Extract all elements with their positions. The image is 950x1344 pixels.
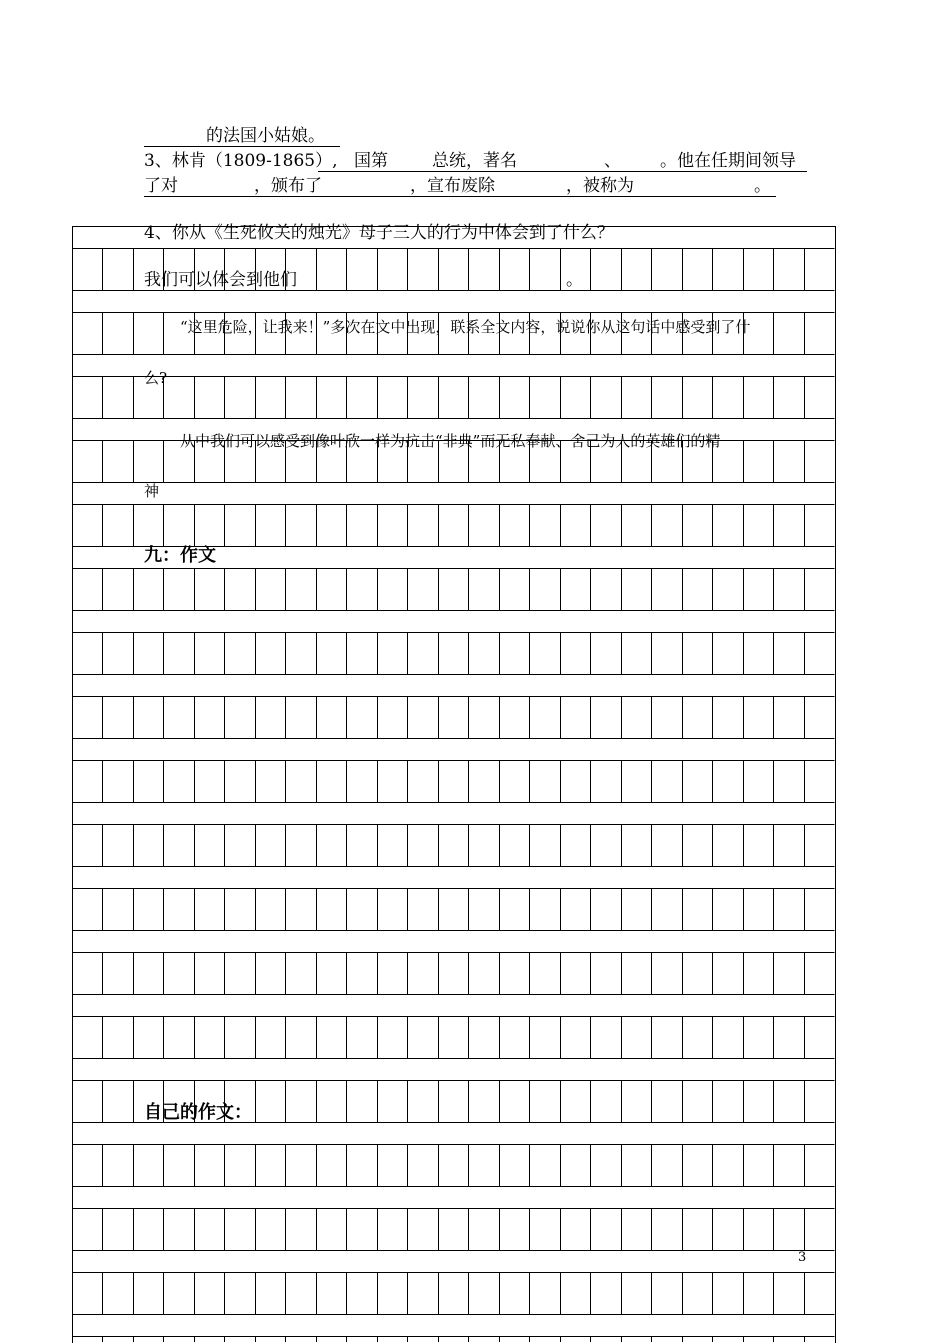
q3-part4: 。他在任期间领导 [660,151,796,171]
composition-heading: 九：作文 [144,545,216,566]
q4-answer-underline [316,290,562,291]
q5-answer-line2: 神 [144,482,160,500]
q3-line2-underline [144,196,776,197]
q5-answer-line1: 从中我们可以感受到像叶欣一样为抗击“非典”而无私奉献、舍己为人的英雄们的精 [180,432,721,450]
writing-grid [72,223,836,1344]
own-composition-heading: 自己的作文： [144,1102,252,1123]
q3-line2-end: 。 [754,176,771,196]
q2-tail-text: 的法国小姑娘。 [206,126,325,146]
q5-question-line2: 么? [144,369,168,387]
q4-answer-prefix: 我们可以体会到他们 [144,270,297,290]
q3-part1: 国第 [354,151,388,171]
q3-line2-b: ，颁布了 [254,176,322,196]
q3-line2-d: ，被称为 [566,176,634,196]
q4-question: 4、你从《生死攸关的烛光》母子三人的行为中体会到了什么？ [144,223,614,243]
q3-line2-c: ，宣布废除 [410,176,495,196]
page-number: 3 [798,1250,807,1265]
q3-part3: 、 [604,151,621,171]
q3-prefix: 3、林肯（1809-1865）, [144,151,338,171]
q3-line2-a: 了对 [144,176,178,196]
q3-part2: 总统，著名 [432,151,517,171]
q2-blank-underline [144,146,340,147]
q5-question-line1: “这里危险，让我来！”多次在文中出现，联系全文内容，说说你从这句话中感受到了什 [180,318,751,336]
q3-line1-underline [318,171,807,172]
grid-lines [72,223,836,1344]
q4-answer-end: 。 [566,270,583,290]
